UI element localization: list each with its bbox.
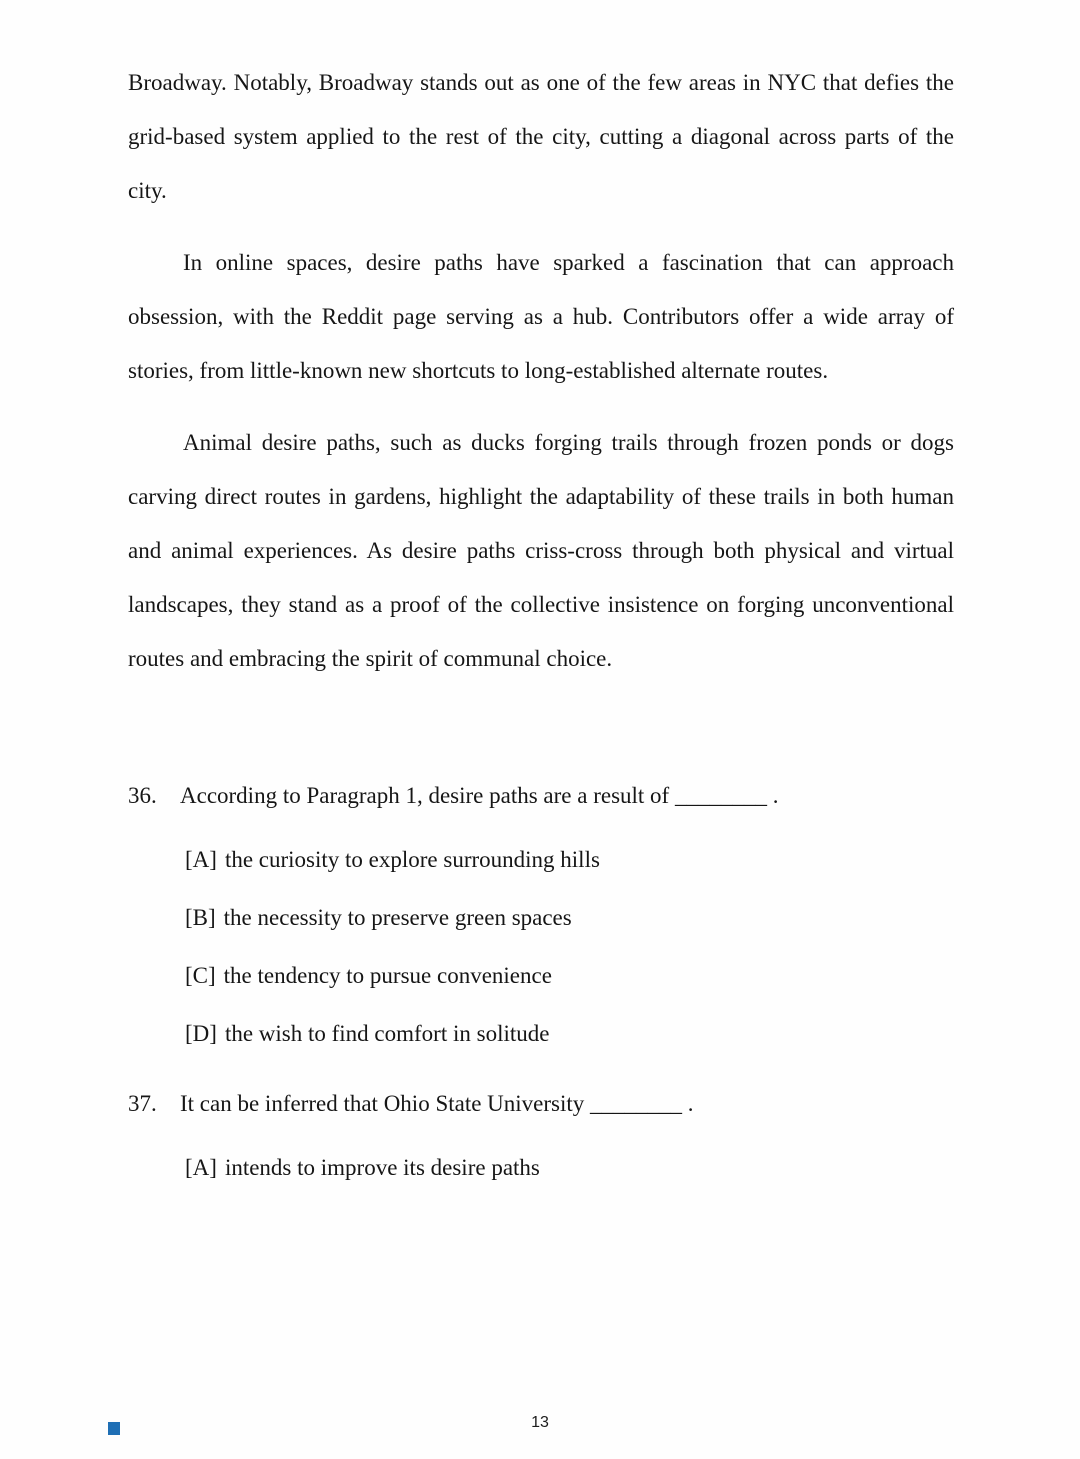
question-37-options bbox=[185, 1155, 954, 1180]
option-label: [A] bbox=[185, 847, 217, 872]
passage-paragraph: In online spaces, desire paths have sparked a fascination that can approach obsession, with the Reddit page serving as a hub. Contributors offer a wide array of stories, from little-known new shortcuts to long-established alternate routes. bbox=[128, 250, 954, 383]
question-37 bbox=[128, 1090, 954, 1180]
option-b bbox=[185, 905, 954, 930]
question-number: 36. bbox=[128, 783, 157, 808]
option-text: the wish to find comfort in solitude bbox=[224, 1021, 550, 1046]
question-36-stem-row bbox=[128, 782, 954, 810]
question-stem: According to Paragraph 1, desire paths are a result of ________ . bbox=[180, 783, 779, 808]
question-36-options bbox=[185, 847, 954, 1046]
option-a bbox=[185, 847, 954, 872]
passage-paragraph: Animal desire paths, such as ducks forging trails through frozen ponds or dogs carving direct routes in gardens, highlight the adaptability of these trails in both human and animal experiences. As desire paths criss-cross through both physical and virtual landscapes, they stand as a proof of the collective insistence on forging unconventional routes and embracing the spirit of communal choice. bbox=[128, 430, 954, 671]
option-text: the necessity to preserve green spaces bbox=[223, 905, 572, 930]
option-label: [D] bbox=[185, 1021, 217, 1046]
option-a bbox=[185, 1155, 954, 1180]
option-c bbox=[185, 963, 954, 988]
option-label: [A] bbox=[185, 1155, 217, 1180]
option-text: the tendency to pursue convenience bbox=[223, 963, 552, 988]
questions-section bbox=[128, 782, 954, 1180]
question-stem: It can be inferred that Ohio State University ________ . bbox=[180, 1091, 694, 1116]
option-text: intends to improve its desire paths bbox=[224, 1155, 540, 1180]
question-37-stem-row bbox=[128, 1090, 954, 1118]
reading-passage bbox=[128, 56, 954, 686]
option-text: the curiosity to explore surrounding hills bbox=[224, 847, 600, 872]
option-label: [C] bbox=[185, 963, 216, 988]
question-number: 37. bbox=[128, 1091, 157, 1116]
passage-paragraph: Broadway. Notably, Broadway stands out as one of the few areas in NYC that defies the grid-based system applied to the rest of the city, cutting a diagonal across parts of the city. bbox=[128, 70, 954, 203]
question-36 bbox=[128, 782, 954, 1046]
page-number: 13 bbox=[531, 1414, 549, 1431]
option-label: [B] bbox=[185, 905, 216, 930]
option-d bbox=[185, 1021, 954, 1046]
